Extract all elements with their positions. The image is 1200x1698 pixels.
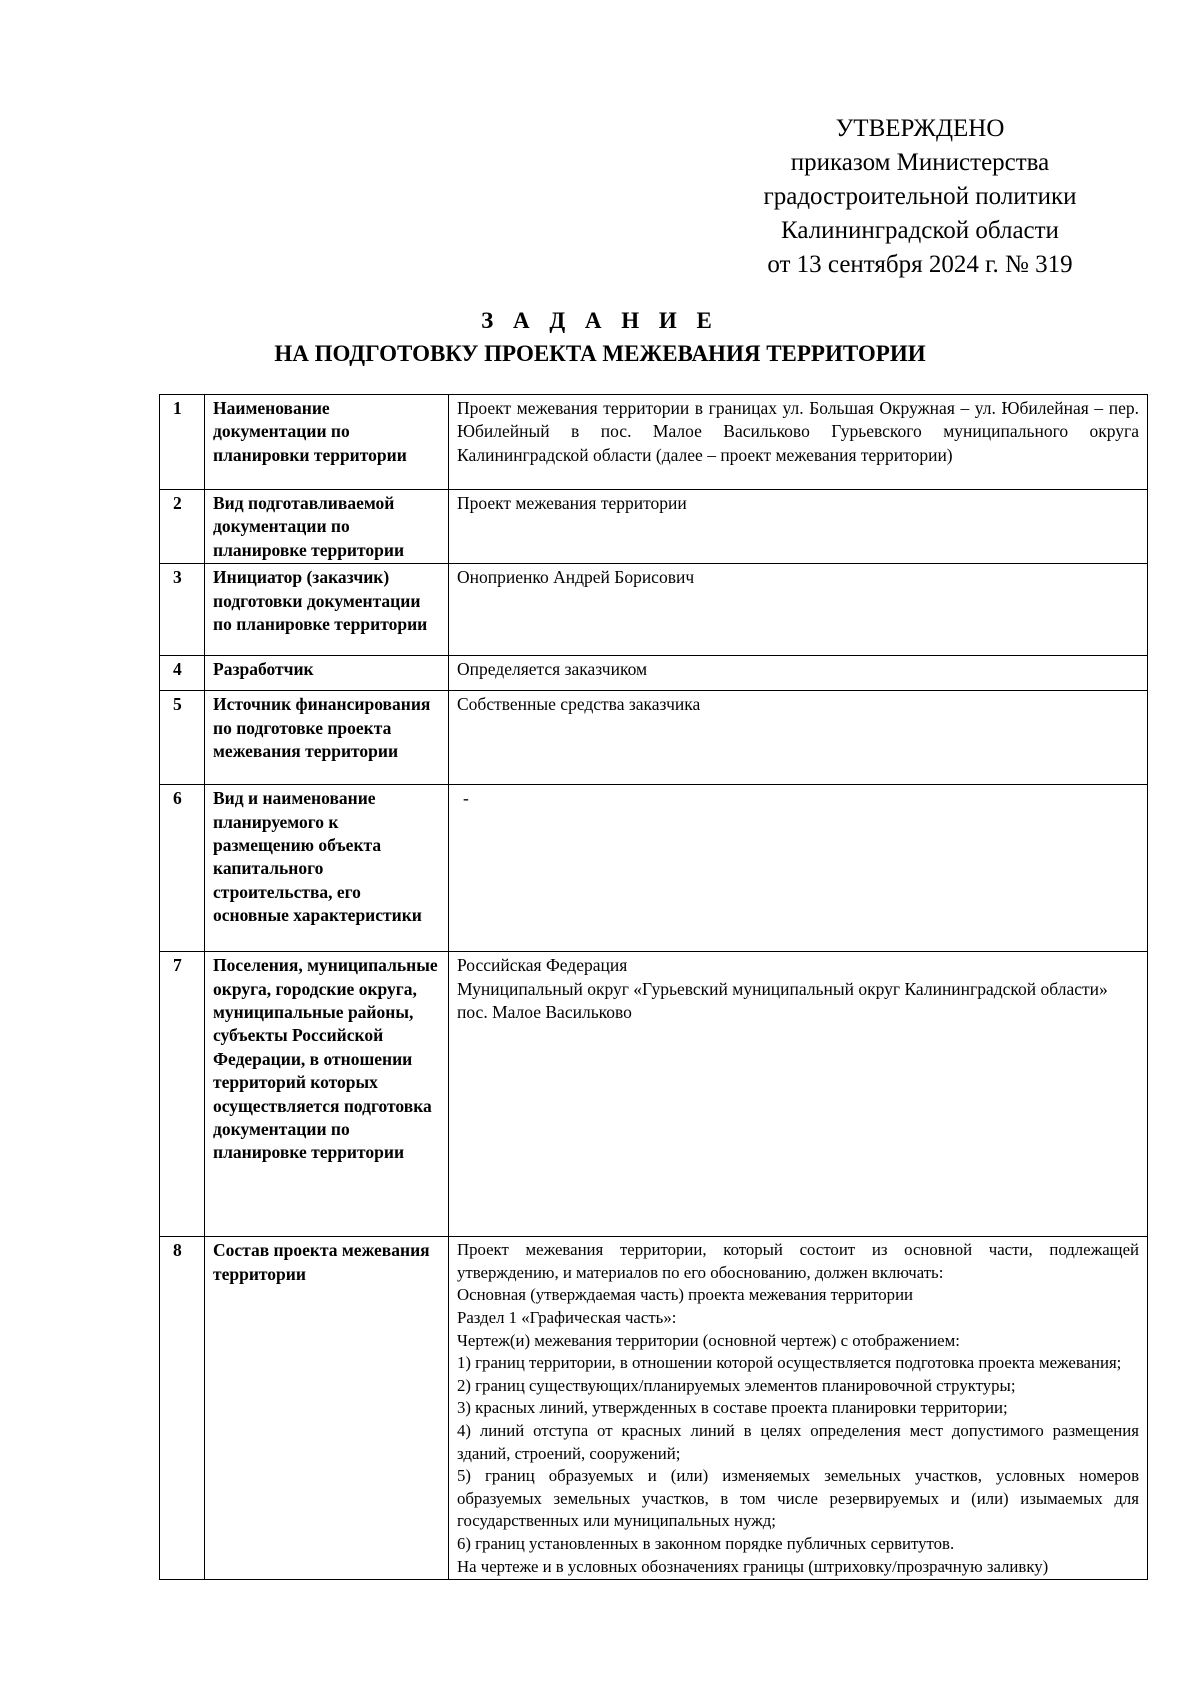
row-name: Поселения, муниципальные округа, городские округа, муниципальные районы, субъекты Российской Федерации, в отношении территорий которых осуществляется подготовка документации по планировке территории [205, 952, 449, 1237]
row-name: Вид и наименование планируемого к размещению объекта капитального строительства, его основные характеристики [205, 785, 449, 952]
approval-date: от 13 сентября 2024 г. № 319 [767, 251, 1073, 278]
value-line: 6) границ установленных в законном порядке публичных сервитутов. [457, 1533, 955, 1553]
value-line: 5) границ образуемых и (или) изменяемых земельных участков, условных номеров образуемых земельных участков, в том числе резервируемых и (или) изымаемых для государственных или муниципальных нужд; [457, 1466, 1139, 1531]
value-line: Муниципальный округ «Гурьевский муниципальный округ Калининградской области» [457, 978, 1108, 999]
approval-block [740, 112, 1100, 282]
row-number: 5 [160, 691, 205, 785]
title-line-1: З А Д А Н И Е [481, 308, 719, 333]
row-value: Проект межевания территории в границах ул. Большая Окружная – ул. Юбилейная – пер. Юбилейный в пос. Малое Васильково Гурьевского муниципального округа Калининградской области (далее – проект межевания территории) [449, 395, 1148, 490]
approval-line: приказом Министерства [790, 149, 1050, 176]
row-value: - [463, 788, 469, 809]
title-line-2: НА ПОДГОТОВКУ ПРОЕКТА МЕЖЕВАНИЯ ТЕРРИТОРИИ [274, 341, 926, 366]
table-row [160, 785, 1148, 952]
row-value: Собственные средства заказчика [449, 691, 1148, 785]
value-line: Чертеж(и) межевания территории (основной чертеж) с отображением: [457, 1330, 960, 1350]
value-line: 3) красных линий, утвержденных в составе проекта планировки территории; [457, 1398, 1008, 1418]
approval-line: градостроительной политики [763, 183, 1077, 210]
approval-heading: УТВЕРЖДЕНО [835, 115, 1005, 142]
table-row [160, 656, 1148, 691]
row-name: Наименование документации по планировки территории [205, 395, 449, 490]
row-name: Вид подготавливаемой документации по планировке территории [205, 490, 449, 564]
value-line: Российская Федерация [457, 955, 628, 976]
value-line: На чертеже и в условных обозначениях границы (штриховку/прозрачную заливку) [457, 1556, 1049, 1576]
row-number: 8 [160, 1237, 205, 1580]
table-row [160, 490, 1148, 564]
task-table [159, 394, 1148, 1580]
table-row [160, 952, 1148, 1237]
row-value: Проект межевания территории [449, 490, 1148, 564]
approval-line: Калининградской области [781, 217, 1059, 244]
row-number: 7 [160, 952, 205, 1237]
value-line: 4) линий отступа от красных линий в целях определения мест допустимого размещения зданий, строений, сооружений; [457, 1420, 1139, 1463]
table-row [160, 691, 1148, 785]
row-value: Определяется заказчиком [449, 656, 1148, 691]
document-title [0, 304, 1200, 370]
table-row [160, 395, 1148, 490]
value-line: Раздел 1 «Графическая часть»: [457, 1308, 677, 1327]
value-line: Основная (утверждаемая часть) проекта межевания территории [457, 1285, 914, 1305]
value-line: 1) границ территории, в отношении которой осуществляется подготовка проекта межевания; [457, 1353, 1122, 1373]
value-line: 2) границ существующих/планируемых элементов планировочной структуры; [457, 1375, 1016, 1395]
row-value [449, 1237, 1148, 1580]
row-value [449, 952, 1148, 1237]
value-line: пос. Малое Васильково [457, 1002, 632, 1023]
row-number: 1 [160, 395, 205, 490]
row-number: 3 [160, 564, 205, 656]
row-name: Инициатор (заказчик) подготовки документации по планировке территории [205, 564, 449, 656]
row-number: 6 [160, 785, 205, 952]
table-row [160, 1237, 1148, 1580]
table-row [160, 564, 1148, 656]
row-name: Разработчик [205, 656, 449, 691]
row-name: Состав проекта межевания территории [205, 1237, 449, 1580]
row-value: Оноприенко Андрей Борисович [449, 564, 1148, 656]
row-name: Источник финансирования по подготовке проекта межевания территории [205, 691, 449, 785]
row-number: 2 [160, 490, 205, 564]
value-line: Проект межевания территории, который состоит из основной части, подлежащей утверждению, и материалов по его обоснованию, должен включать: [457, 1240, 1139, 1282]
row-number: 4 [160, 656, 205, 691]
